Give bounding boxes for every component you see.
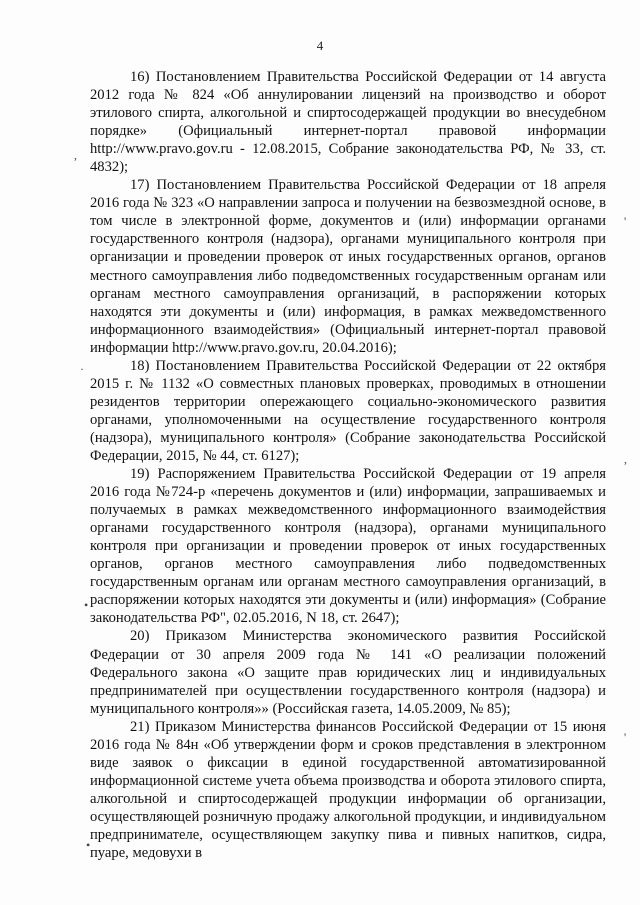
scan-speck: ,	[624, 452, 627, 466]
scan-speck: •	[86, 838, 91, 852]
list-item-18: 18) Постановлением Правительства Российской Федерации от 22 октября 2015 г. № 1132 «О совместных плановых проверках, проводимых в отношении резидентов территории опережающего социально-экономического развития органами, уполномоченными на осуществление государственного контроля (надзора), муниципального контроля» (Собрание законодательства Российской Федерации, 2015, № 44, ст. 6127);	[90, 357, 606, 464]
scan-speck: ,	[74, 148, 77, 162]
list-item-19: 19) Распоряжением Правительства Российской Федерации от 19 апреля 2016 года №724-р «перечень документов и (или) информации, запрашиваемых и получаемых в рамках межведомственного информационного взаимодействия органами государственного контроля (надзора), органами муниципального контроля при организации и проведении проверок от иных государственных органов, органов местного самоуправления либо подведомственных государственным органам или органам местного самоуправления организаций, в распоряжении которых находятся эти документы и (или) информация» (Собрание законодательства РФ", 02.05.2016, N 18, ст. 2647);	[90, 466, 606, 627]
list-item-17: 17) Постановлением Правительства Российской Федерации от 18 апреля 2016 года № 323 «О направлении запроса и получении на безвозмездной основе, в том числе в электронной форме, документов и (или) информации органами государственного контроля (надзора), органами муниципального контроля при организации и проведении проверок от иных государственных органов, органов местного самоуправления либо подведомственных государственным органам или органам местного самоуправления организаций, в распоряжении которых находятся эти документы и (или) информация, в рамках межведомственного информационного взаимодействия» (Официальный интернет-портал правовой информации http://www.pravo.gov.ru, 20.04.2016);	[90, 177, 606, 356]
scan-speck: ·	[80, 362, 84, 376]
page-number: 4	[316, 38, 324, 53]
scan-speck: '	[624, 730, 627, 744]
scan-speck: '	[624, 214, 627, 228]
list-item-20: 20) Приказом Министерства экономического развития Российской Федерации от 30 апреля 2009 года № 141 «О реализации положений Федерального закона «О защите прав юридических лиц и индивидуальных предпринимателей при осуществлении государственного контроля (надзора) и муниципального контроля»» (Российская газета, 14.05.2009, № 85);	[90, 628, 606, 717]
list-item-16: 16) Постановлением Правительства Российской Федерации от 14 августа 2012 года № 824 «Об аннулировании лицензий на производство и оборот этилового спирта, алкогольной и спиртосодержащей продукции во внесудебном порядке» (Официальный интернет-портал правовой информации http://www.pravo.gov.ru - 12.08.2015, Собрание законодательства РФ, № 33, ст. 4832);	[90, 69, 606, 176]
scan-speck: •	[84, 598, 89, 612]
list-item-21: 21) Приказом Министерства финансов Российской Федерации от 15 июня 2016 года № 84н «Об утверждении форм и сроков представления в электронном виде заявок о фиксации в единой государственной автоматизированной информационной системе учета объема производства и оборота этилового спирта, алкогольной и спиртосодержащей продукции информации об организации, осуществляющей розничную продажу алкогольной продукции, и индивидуальном предпринимателе, осуществляющем закупку пива и пивных напитков, сидра, пуаре, медовухи в	[90, 718, 606, 862]
document-body	[90, 68, 606, 862]
